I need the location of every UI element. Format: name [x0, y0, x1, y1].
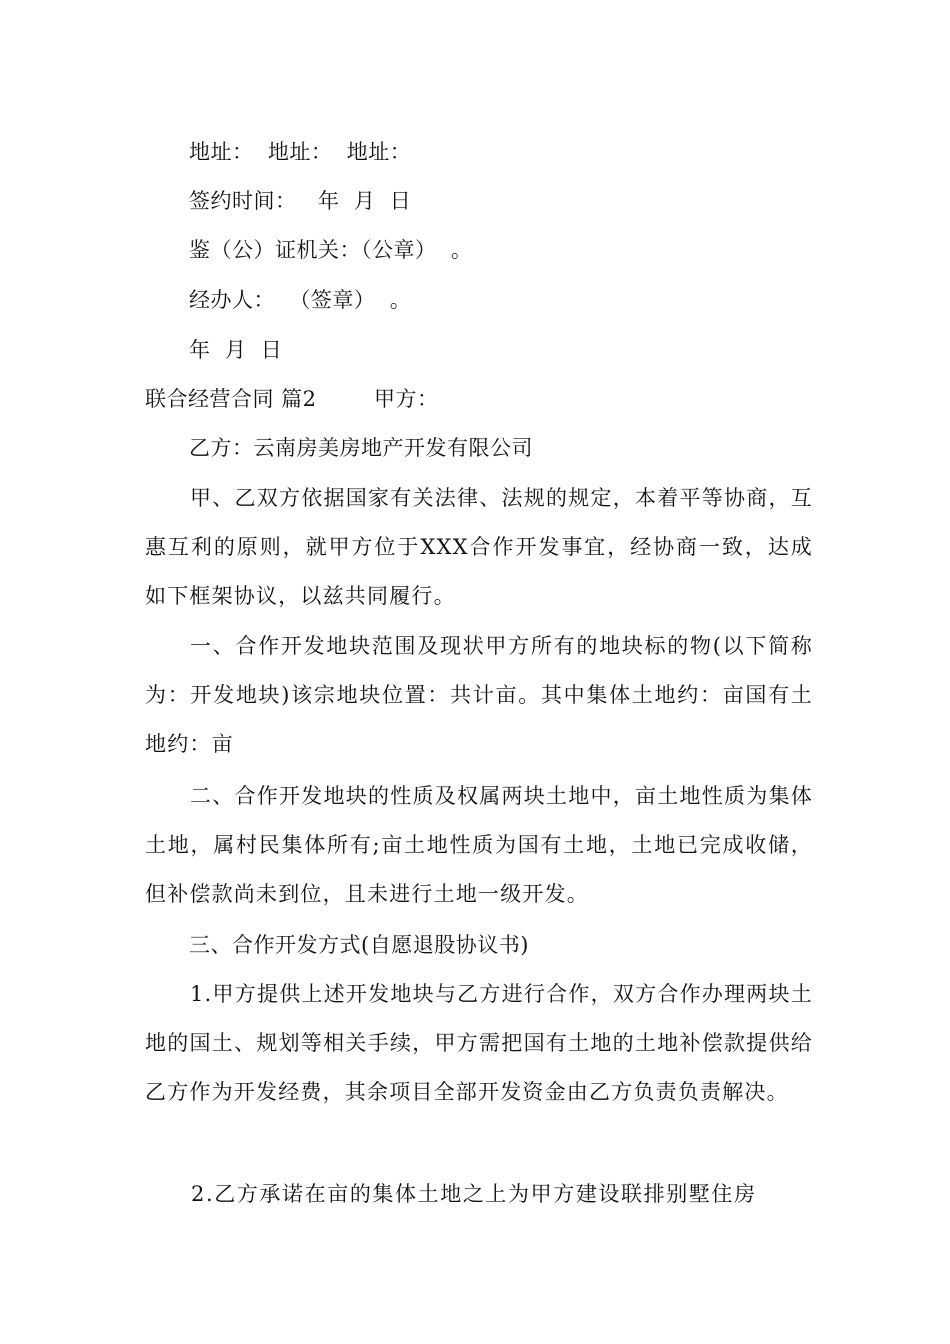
sign-time-line: 签约时间： 年 月 日 [189, 189, 412, 213]
section-1-paragraph: 一、合作开发地块范围及现状甲方所有的地块标的物(以下简称为：开发地块)该宗地块位置：共计亩。其中集体土地约：亩国有土地约：亩 [145, 634, 813, 756]
contract-title: 联合经营合同 篇2 [145, 387, 317, 411]
item-2-line: 2.乙方承诺在亩的集体土地之上为甲方建设联排别墅住房 [191, 1182, 757, 1206]
date-line: 年 月 日 [189, 338, 283, 362]
party-b-line: 乙方：云南房美房地产开发有限公司 [189, 436, 533, 460]
address-line: 地址： 地址： 地址： [189, 140, 412, 164]
notary-office-line: 鉴（公）证机关：（公章） 。 [189, 238, 473, 262]
party-a-label: 甲方： [374, 387, 439, 411]
section-3-heading: 三、合作开发方式(自愿退股协议书) [189, 933, 529, 957]
handler-line: 经办人： （签章） 。 [189, 288, 412, 312]
item-1-paragraph: 1.甲方提供上述开发地块与乙方进行合作，双方合作办理两块土地的国土、规划等相关手续，甲方需把国有土地的土地补偿款提供给乙方作为开发经费，其余项目全部开发资金由乙方负责负责解决。 [145, 982, 813, 1104]
intro-paragraph: 甲、乙双方依据国家有关法律、法规的规定，本着平等协商，互惠互利的原则，就甲方位于XXX合作开发事宜，经协商一致，达成如下框架协议，以兹共同履行。 [145, 486, 813, 608]
section-2-paragraph: 二、合作开发地块的性质及权属两块土地中，亩土地性质为集体土地，属村民集体所有;亩土地性质为国有土地，土地已完成收储，但补偿款尚未到位，且未进行土地一级开发。 [145, 784, 813, 906]
